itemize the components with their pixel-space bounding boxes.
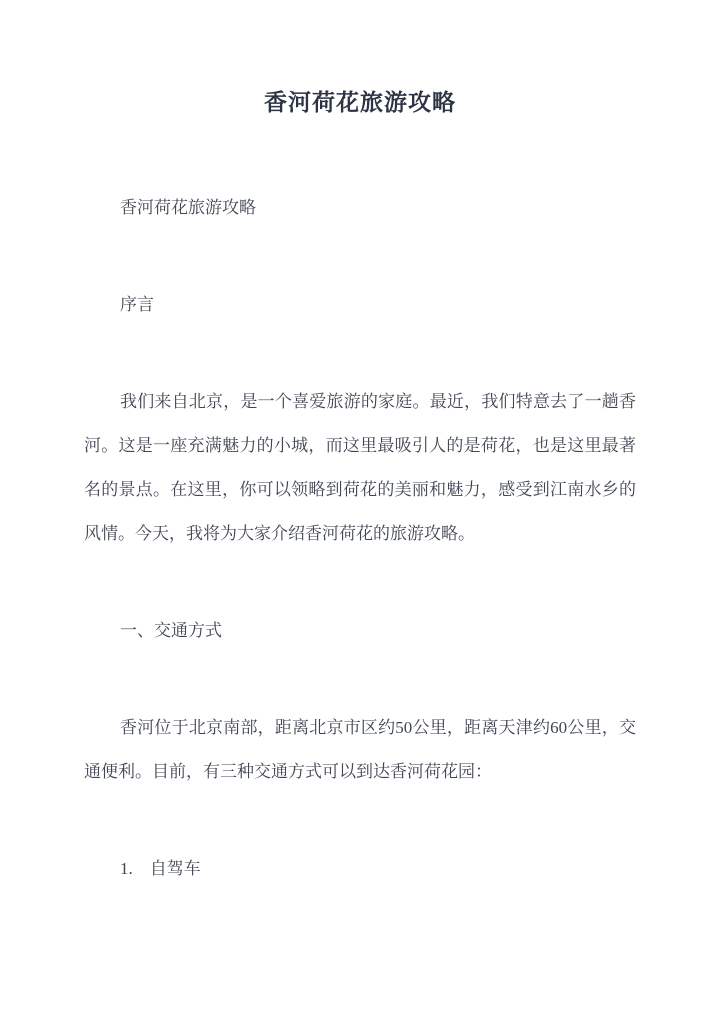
paragraph-preface-heading: 序言 [120,295,154,314]
paragraph-introduction: 我们来自北京，是一个喜爱旅游的家庭。最近，我们特意去了一趟香河。这是一座充满魅力的小城，而这里最吸引人的是荷花，也是这里最著名的景点。在这里，你可以领略到荷花的美丽和魅力，感受到江南水乡的风情。今天，我将为大家介绍香河荷花的旅游攻略。 [84,392,636,543]
section-heading-transportation: 一、交通方式 [120,621,222,640]
document-title: 香河荷花旅游攻略 [264,90,456,115]
paragraph-subtitle: 香河荷花旅游攻略 [120,198,256,217]
list-item-self-driving: 1. 自驾车 [120,859,201,878]
paragraph-transportation-intro: 香河位于北京南部，距离北京市区约50公里，距离天津约60公里，交通便利。目前，有三种交通方式可以到达香河荷花园： [84,718,636,781]
